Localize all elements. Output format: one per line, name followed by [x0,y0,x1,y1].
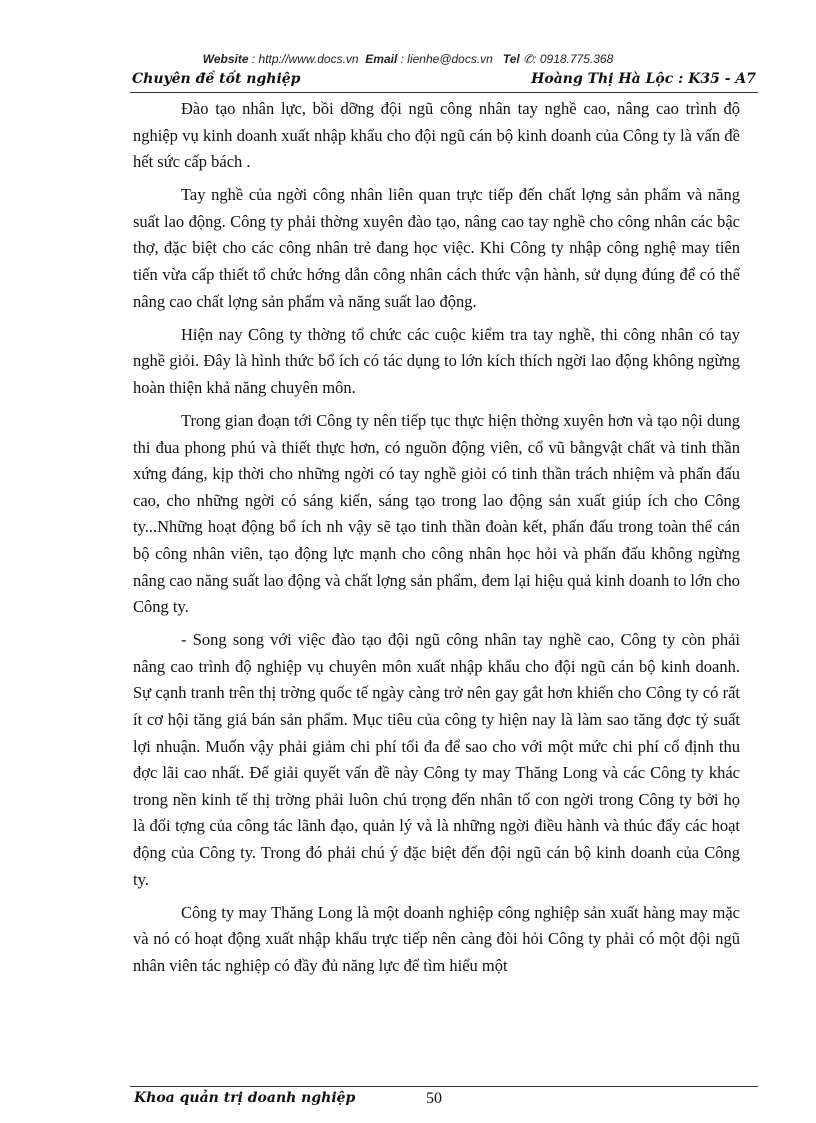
page-number: 50 [426,1090,442,1107]
page-header [130,70,758,92]
paragraph: Đào tạo nhân lực, bồi dỡng đội ngũ công nhân tay nghề cao, nâng cao trình độ nghiệp vụ kinh doanh xuất nhập khẩu cho đội ngũ cán bộ kinh doanh của Công ty là vấn đề hết sức cấp bách . [133,99,740,172]
department-name: Khoa quản trị doanh nghiệp [134,1090,356,1106]
email-label: Email [365,52,398,66]
paragraph: Công ty may Thăng Long là một doanh nghiệp công nghiệp sản xuất hàng may mặc và nó có hoạt động xuất nhập khẩu trực tiếp nên càng đòi hỏi Công ty phải có một đội ngũ nhân viên tác nghiệp có đầy đủ năng lực để tìm hiểu một [133,902,740,975]
email-value: : lienhe@docs.vn [400,52,493,66]
website-label: Website [202,52,249,66]
header-divider [130,92,758,93]
paragraph: Tay nghề của ngời công nhân liên quan trực tiếp đến chất lợng sản phẩm và năng suất lao động. Công ty phải thờng xuyên đào tạo, nâng cao tay nghề cho công nhân các bậc thợ, đặc biệt cho các công nhân trẻ đang học việc. Khi Công ty nhập công nghệ may tiên tiến vừa cấp thiết tổ chức hớng dẫn công nhân cách thức vận hành, sử dụng đúng để có thể nâng cao chất lợng sản phẩm và năng suất lao động. [133,185,740,311]
paragraph: - Song song với việc đào tạo đội ngũ công nhân tay nghề cao, Công ty còn phải nâng cao trình độ nghiệp vụ chuyên môn xuất nhập khẩu cho đội ngũ cán bộ kinh doanh. Sự cạnh tranh trên thị trờng quốc tế ngày càng trở nên gay gắt hơn khiến cho Công ty có rất ít cơ hội tăng giá bán sản phẩm. Mục tiêu của công ty hiện nay là làm sao tăng đợc tỷ suất lợi nhuận. Muốn vậy phải giảm chi phí tối đa để sao cho với một mức chi phí cố định thu đợc lãi cao nhất. Để giải quyết vấn đề này Công ty may Thăng Long và các Công ty khác trong nền kinh tế thị trờng phải luôn chú trọng đến nhân tố con ngời trong Công ty bởi họ là đối tợng của công tác lãnh đạo, quản lý và là những ngời điều hành và thúc đẩy các hoạt động của Công ty. Trong đó phải chú ý đặc biệt đến đội ngũ cán bộ kinh doanh của Công ty. [133,630,740,889]
tel-value: ✆: 0918.775.368 [523,52,614,66]
author-name: Hoàng Thị Hà Lộc : K35 - A7 [531,71,756,87]
paragraph: Hiện nay Công ty thờng tổ chức các cuộc kiểm tra tay nghề, thi công nhân có tay nghề giỏi. Đây là hình thức bổ ích có tác dụng to lớn kích thích ngời lao động không ngừng hoàn thiện khả năng chuyên môn. [133,324,740,397]
thesis-title: Chuyên đề tốt nghiệp [132,71,301,87]
paragraph: Trong gian đoạn tới Công ty nên tiếp tục thực hiện thờng xuyên hơn và tạo nội dung thi đua phong phú và thiết thực hơn, có nguồn động viên, cổ vũ bằngvật chất và tinh thần xứng đáng, kịp thời cho những ngời có tay nghề giỏi có tinh thần trách nhiệm và phấn đấu cao, cho những ngời có sáng kiến, sáng tạo trong lao động sản xuất giúp ích cho Công ty...Những hoạt động bổ ích nh vậy sẽ tạo tinh thần đoàn kết, phấn đấu trong toàn thể cán bộ công nhân viên, tạo động lực mạnh cho công nhân học hỏi và phấn đấu không ngừng nâng cao năng suất lao động và chất lợng sản phẩm, đem lại hiệu quả kinh doanh to lớn cho Công ty. [133,411,740,617]
website-value: : http://www.docs.vn [251,52,359,66]
tel-label: Tel [502,52,520,66]
website-contact-line [0,52,816,66]
document-body [133,96,740,986]
footer-divider [130,1086,758,1087]
